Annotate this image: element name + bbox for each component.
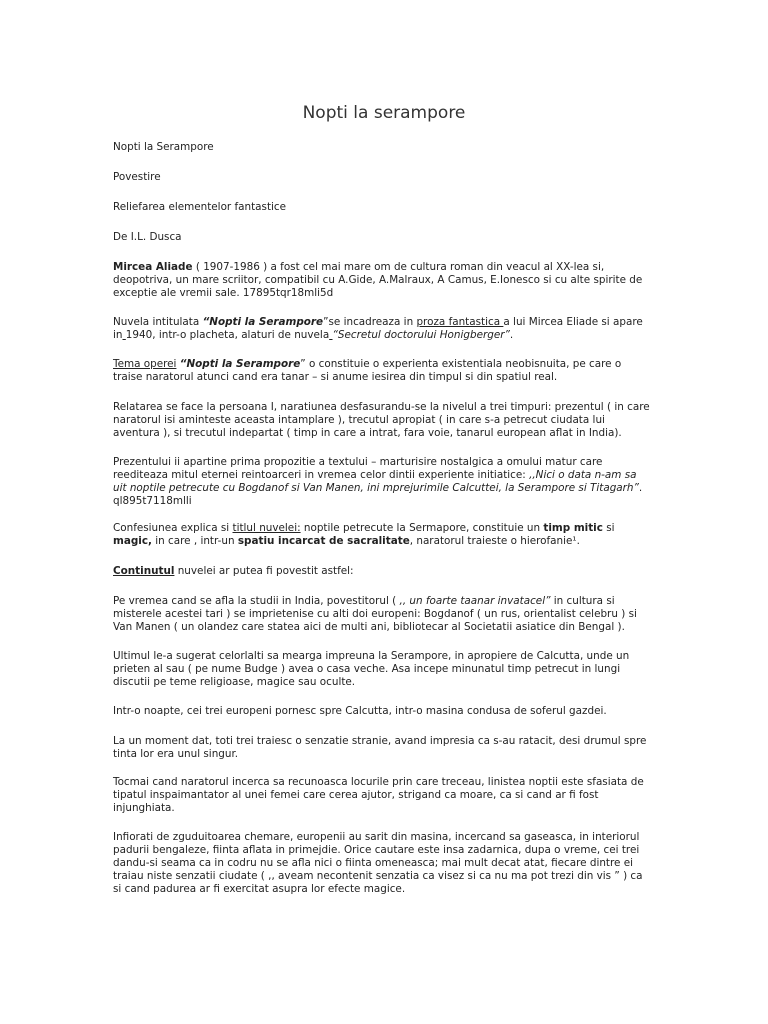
- paragraph-novella-intro: Nuvela intitulata “Nopti la Serampore”se incadreaza in proza fantastica a lui Mircea Eliade si apare in 1940, intr-o placheta, alaturi de nuvela “Secretul doctorului Honigberger”.: [113, 316, 643, 341]
- link-tema-operei[interactable]: Tema operei: [113, 358, 177, 370]
- line-author: De I.L. Dusca: [113, 231, 182, 243]
- paragraph-content-heading: Continutul nuvelei ar putea fi povestit astfel:: [113, 565, 354, 577]
- paragraph-narration: Relatarea se face la persoana I, naratiunea desfasurandu-se la nivelul a trei timpuri: prezentul ( in care naratorul isi aminteste aceasta intamplare ), trecutul apropiat ( in care s-a petrecut ciudata lui aventura ), si trecutul indepartat ( timp in care a intrat, fara voie, tanarul european aflat in India).: [113, 401, 650, 439]
- line-genre: Povestire: [113, 171, 161, 183]
- paragraph-scream: Tocmai cand naratorul incerca sa recunoasca locurile prin care treceau, linistea noptii este sfasiata de tipatul inspaimantator al unei femei care cerea ajutor, strigand ca moare, ca si cand ar fi fost injunghiata.: [113, 776, 644, 814]
- paragraph-author-bio: Mircea Aliade ( 1907-1986 ) a fost cel mai mare om de cultura roman din veacul al XX-lea si, deopotriva, un mare scriitor, compatibil cu A.Gide, A.Malraux, A Camus, E.Ionesco si cu alte spirite de exceptie ale vremii sale. 17895tqr18mli5d: [113, 261, 643, 299]
- document-title: Nopti la serampore: [302, 103, 466, 123]
- paragraph-india-studies: Pe vremea cand se afla la studii in India, povestitorul ( ,, un foarte taanar invatacel” in cultura si misterele acestei tari ) se imprietenise cu alti doi europeni: Bogdanof ( un rus, orientalist celebru ) si Van Manen ( un olandez care statea aici de multi ani, bibliotecar al Societatii asiatice din Bengal ).: [113, 595, 637, 633]
- link-proza-fantastica[interactable]: proza fantastica: [416, 316, 504, 328]
- line-subject: Reliefarea elementelor fantastice: [113, 201, 287, 213]
- paragraph-serampore-trip: Ultimul le-a sugerat celorlalti sa mearga impreuna la Serampore, in apropiere de Calcutta, unde un prieten al sau ( pe nume Budge ) avea o casa veche. Asa incepe minunatul timp petrecut in lungi discutii pe teme religioase, magice sau oculte.: [113, 650, 630, 688]
- paragraph-search: Infiorati de zguduitoarea chemare, europenii au sarit din masina, incercand sa gaseasca, in interiorul padurii bengaleze, fiinta aflata in primejdie. Orice cautare este insa zadarnica, dupa o vreme, cei trei dandu-si seama ca in codru nu se afla nici o fiinta omeneasca; mai mult decat atat, fiecare dintre ei traiau niste senzatii ciudate ( ,, aveam necontenit senzatia ca visez si ca nu ma pot trezi din vis ” ) ca si cand padurea ar fi exercitat asupra lor efecte magice.: [113, 831, 643, 895]
- line-story-title: Nopti la Serampore: [113, 141, 214, 153]
- paragraph-title-explained: Confesiunea explica si titlul nuvelei: noptile petrecute la Sermapore, constituie un timp mitic si magic, in care , intr-un spatiu incarcat de sacralitate, naratorul traieste o hierofanie¹.: [113, 522, 615, 547]
- paragraph-strange-feeling: La un moment dat, toti trei traiesc o senzatie stranie, avand impresia ca s-au ratacit, desi drumul spre tinta lor era unul singur.: [113, 735, 647, 760]
- paragraph-night-drive: Intr-o noapte, cei trei europeni pornesc spre Calcutta, intr-o masina condusa de soferul gazdei.: [113, 705, 607, 717]
- paragraph-present: Prezentului ii apartine prima propozitie a textului – marturisire nostalgica a omului matur care reediteaza mitul eternei reintoarceri in vremea celor dintii experiente initiatice: ,,Nici o data n-am sa uit noptile petrecute cu Bogdanof si Van Manen, ini mprejurimile Calcuttei, la Serampore si Titagarh”. ql895t7118mlli: [113, 456, 643, 507]
- paragraph-theme: Tema operei “Nopti la Serampore” o constituie o experienta existentiala neobisnuita, pe care o traise naratorul atunci cand era tanar – si anume iesirea din timpul si din spatiul real.: [113, 358, 622, 383]
- author-name: Mircea Aliade: [113, 261, 193, 273]
- link-continutul[interactable]: Continutul: [113, 565, 175, 577]
- link-titlul-nuvelei[interactable]: titlul nuvelei:: [232, 522, 301, 534]
